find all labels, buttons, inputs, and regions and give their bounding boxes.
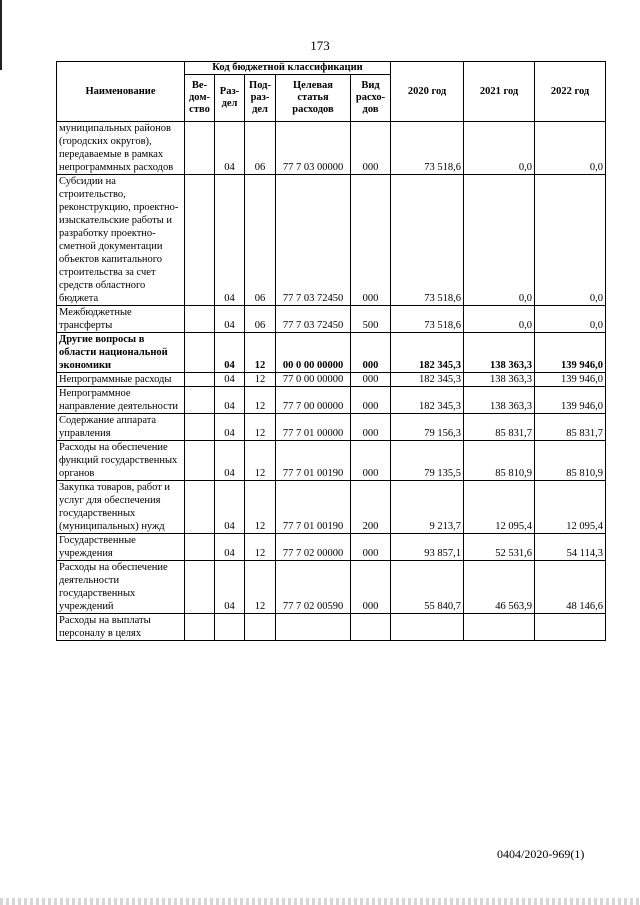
row-name: Расходы на выплаты персоналу в целях <box>57 614 185 641</box>
page-edge-mark <box>0 0 2 70</box>
cell-vid-rashodov: 000 <box>351 414 391 441</box>
header-razdel: Раз-дел <box>215 75 245 122</box>
cell-celevaya-statya: 77 0 00 00000 <box>276 373 351 387</box>
cell-2020: 9 213,7 <box>391 481 464 534</box>
cell-podrazdel: 12 <box>245 414 276 441</box>
row-name: Содержание аппарата управления <box>57 414 185 441</box>
cell-vid-rashodov: 000 <box>351 534 391 561</box>
row-name: Непрограммные расходы <box>57 373 185 387</box>
cell-2021: 85 831,7 <box>464 414 535 441</box>
cell-2021: 0,0 <box>464 122 535 175</box>
cell-razdel: 04 <box>215 373 245 387</box>
header-2022: 2022 год <box>535 62 606 122</box>
table-row <box>57 306 606 333</box>
cell-2020: 73 518,6 <box>391 122 464 175</box>
cell-vedomstvo <box>185 414 215 441</box>
table-row <box>57 122 606 175</box>
cell-podrazdel: 06 <box>245 175 276 306</box>
header-2021: 2021 год <box>464 62 535 122</box>
cell-celevaya-statya: 77 7 03 72450 <box>276 306 351 333</box>
cell-razdel: 04 <box>215 561 245 614</box>
cell-podrazdel: 12 <box>245 441 276 481</box>
cell-celevaya-statya: 00 0 00 00000 <box>276 333 351 373</box>
cell-2022: 0,0 <box>535 122 606 175</box>
cell-2020: 79 156,3 <box>391 414 464 441</box>
cell-2022: 139 946,0 <box>535 333 606 373</box>
table-body <box>57 122 606 641</box>
table-row <box>57 333 606 373</box>
cell-vedomstvo <box>185 534 215 561</box>
cell-2021: 138 363,3 <box>464 373 535 387</box>
cell-podrazdel: 12 <box>245 373 276 387</box>
table-row <box>57 387 606 414</box>
cell-razdel: 04 <box>215 534 245 561</box>
cell-razdel: 04 <box>215 175 245 306</box>
cell-vid-rashodov: 000 <box>351 333 391 373</box>
cell-2022: 0,0 <box>535 306 606 333</box>
cell-2021 <box>464 614 535 641</box>
row-name: Субсидии на строительство, реконструкцию, проектно-изыскательские работы и разработку проектно-сметной документации объектов капитального строительства за счет средств областного бюджета <box>57 175 185 306</box>
row-name: Непрограммное направление деятельности <box>57 387 185 414</box>
cell-2022 <box>535 614 606 641</box>
table-row <box>57 441 606 481</box>
cell-celevaya-statya: 77 7 01 00000 <box>276 414 351 441</box>
table-row <box>57 614 606 641</box>
cell-vid-rashodov: 000 <box>351 387 391 414</box>
page-number: 173 <box>310 38 330 53</box>
cell-2020: 55 840,7 <box>391 561 464 614</box>
cell-2020: 182 345,3 <box>391 373 464 387</box>
row-name: Закупка товаров, работ и услуг для обеспечения государственных (муниципальных) нужд <box>57 481 185 534</box>
cell-2022: 139 946,0 <box>535 373 606 387</box>
cell-2020: 93 857,1 <box>391 534 464 561</box>
cell-razdel: 04 <box>215 306 245 333</box>
header-name: Наименование <box>57 62 185 122</box>
cell-2021: 138 363,3 <box>464 333 535 373</box>
table-row <box>57 481 606 534</box>
cell-vid-rashodov: 000 <box>351 441 391 481</box>
header-classification-group: Код бюджетной классификации <box>185 62 391 75</box>
cell-2020: 182 345,3 <box>391 333 464 373</box>
header-podrazdel: Под-раз-дел <box>245 75 276 122</box>
cell-2022: 0,0 <box>535 175 606 306</box>
cell-vid-rashodov: 500 <box>351 306 391 333</box>
cell-vedomstvo <box>185 614 215 641</box>
cell-2020: 182 345,3 <box>391 387 464 414</box>
row-name: муниципальных районов (городских округов), передаваемые в рамках непрограммных расходов <box>57 122 185 175</box>
cell-vedomstvo <box>185 561 215 614</box>
cell-razdel: 04 <box>215 387 245 414</box>
cell-2022: 85 810,9 <box>535 441 606 481</box>
cell-razdel: 04 <box>215 441 245 481</box>
cell-2022: 12 095,4 <box>535 481 606 534</box>
cell-2021: 138 363,3 <box>464 387 535 414</box>
cell-celevaya-statya: 77 7 00 00000 <box>276 387 351 414</box>
cell-2021: 12 095,4 <box>464 481 535 534</box>
cell-vedomstvo <box>185 306 215 333</box>
cell-vedomstvo <box>185 441 215 481</box>
cell-razdel: 04 <box>215 481 245 534</box>
cell-celevaya-statya <box>276 614 351 641</box>
cell-podrazdel: 12 <box>245 387 276 414</box>
cell-2021: 0,0 <box>464 306 535 333</box>
cell-podrazdel <box>245 614 276 641</box>
cell-2022: 139 946,0 <box>535 387 606 414</box>
row-name: Расходы на обеспечение деятельности государственных учреждений <box>57 561 185 614</box>
header-vedomstvo: Ве-дом-ство <box>185 75 215 122</box>
cell-2021: 85 810,9 <box>464 441 535 481</box>
table-row <box>57 373 606 387</box>
header-2020: 2020 год <box>391 62 464 122</box>
cell-celevaya-statya: 77 7 03 00000 <box>276 122 351 175</box>
cell-razdel: 04 <box>215 333 245 373</box>
cell-vid-rashodov: 000 <box>351 373 391 387</box>
header-celevaya-statya: Целевая статья расходов <box>276 75 351 122</box>
cell-razdel: 04 <box>215 122 245 175</box>
cell-vid-rashodov: 200 <box>351 481 391 534</box>
scan-bottom-edge <box>0 898 640 905</box>
table-row <box>57 175 606 306</box>
row-name: Расходы на обеспечение функций государственных органов <box>57 441 185 481</box>
cell-2020: 73 518,6 <box>391 306 464 333</box>
cell-2022: 54 114,3 <box>535 534 606 561</box>
cell-razdel <box>215 614 245 641</box>
cell-podrazdel: 12 <box>245 534 276 561</box>
cell-podrazdel: 06 <box>245 122 276 175</box>
cell-2022: 85 831,7 <box>535 414 606 441</box>
cell-razdel: 04 <box>215 414 245 441</box>
cell-podrazdel: 06 <box>245 306 276 333</box>
cell-2020: 73 518,6 <box>391 175 464 306</box>
cell-vedomstvo <box>185 175 215 306</box>
cell-2021: 46 563,9 <box>464 561 535 614</box>
cell-vid-rashodov: 000 <box>351 561 391 614</box>
cell-vid-rashodov: 000 <box>351 175 391 306</box>
cell-vedomstvo <box>185 333 215 373</box>
cell-celevaya-statya: 77 7 03 72450 <box>276 175 351 306</box>
cell-2020 <box>391 614 464 641</box>
table-row <box>57 414 606 441</box>
header-vid-rashodov: Вид расхо-дов <box>351 75 391 122</box>
cell-2020: 79 135,5 <box>391 441 464 481</box>
table-row <box>57 534 606 561</box>
cell-celevaya-statya: 77 7 02 00590 <box>276 561 351 614</box>
document-code: 0404/2020-969(1) <box>497 847 585 861</box>
row-name: Государственные учреждения <box>57 534 185 561</box>
cell-2021: 52 531,6 <box>464 534 535 561</box>
cell-2021: 0,0 <box>464 175 535 306</box>
cell-vid-rashodov <box>351 614 391 641</box>
row-name: Другие вопросы в области национальной экономики <box>57 333 185 373</box>
cell-celevaya-statya: 77 7 01 00190 <box>276 441 351 481</box>
cell-vedomstvo <box>185 373 215 387</box>
cell-2022: 48 146,6 <box>535 561 606 614</box>
cell-celevaya-statya: 77 7 02 00000 <box>276 534 351 561</box>
cell-vedomstvo <box>185 481 215 534</box>
cell-vedomstvo <box>185 387 215 414</box>
budget-table <box>56 61 606 641</box>
table-row <box>57 561 606 614</box>
cell-vid-rashodov: 000 <box>351 122 391 175</box>
cell-podrazdel: 12 <box>245 561 276 614</box>
row-name: Межбюджетные трансферты <box>57 306 185 333</box>
cell-podrazdel: 12 <box>245 333 276 373</box>
cell-celevaya-statya: 77 7 01 00190 <box>276 481 351 534</box>
cell-podrazdel: 12 <box>245 481 276 534</box>
cell-vedomstvo <box>185 122 215 175</box>
